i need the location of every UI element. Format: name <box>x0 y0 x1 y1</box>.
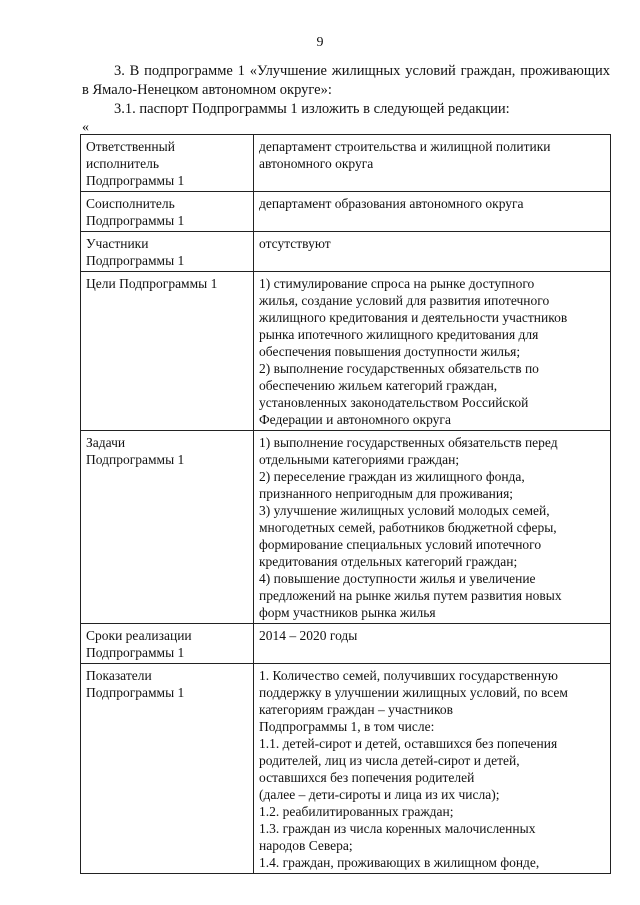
content-line: народов Севера; <box>259 838 353 853</box>
content-line: формирование специальных условий ипотечного <box>259 537 542 552</box>
passport-row-content <box>254 232 611 272</box>
passport-row-label <box>81 135 254 192</box>
content-line: 1. Количество семей, получивших государственную <box>259 668 558 683</box>
label-line: Подпрограммы 1 <box>86 173 185 188</box>
content-line: установленных законодательством Российской <box>259 395 529 410</box>
content-line: кредитования отдельных категорий граждан; <box>259 554 518 569</box>
passport-row-content <box>254 135 611 192</box>
content-line: 1.3. граждан из числа коренных малочисленных <box>259 821 536 836</box>
opening-quote-mark: « <box>82 120 89 135</box>
content-line: 2014 – 2020 годы <box>259 628 358 643</box>
passport-row-label <box>81 272 254 431</box>
label-line: Подпрограммы 1 <box>86 253 185 268</box>
passport-table-body <box>81 135 611 874</box>
passport-row <box>81 624 611 664</box>
passport-row-label <box>81 624 254 664</box>
passport-row-content <box>254 664 611 874</box>
passport-row <box>81 431 611 624</box>
content-line: родителей, лиц из числа детей-сирот и детей, <box>259 753 520 768</box>
content-line: многодетных семей, работников бюджетной сферы, <box>259 520 557 535</box>
content-line: отдельными категориями граждан; <box>259 452 460 467</box>
content-line: Подпрограммы 1, в том числе: <box>259 719 435 734</box>
passport-row-label <box>81 431 254 624</box>
content-line: департамент образования автономного округа <box>259 196 524 211</box>
content-line: форм участников рынка жилья <box>259 605 436 620</box>
content-line: 1.2. реабилитированных граждан; <box>259 804 454 819</box>
passport-row <box>81 272 611 431</box>
label-line: исполнитель <box>86 156 159 171</box>
content-line: 1.4. граждан, проживающих в жилищном фонде, <box>259 855 540 870</box>
passport-row-label <box>81 664 254 874</box>
content-line: отсутствуют <box>259 236 331 251</box>
content-line: жилья, создание условий для развития ипотечного <box>259 293 550 308</box>
content-line: 2) выполнение государственных обязательств по <box>259 361 539 376</box>
intro-paragraph-passport: 3.1. паспорт Подпрограммы 1 изложить в следующей редакции: <box>114 101 510 117</box>
passport-row-content <box>254 272 611 431</box>
content-line: категориям граждан – участников <box>259 702 454 717</box>
content-line: 1.1. детей-сирот и детей, оставшихся без попечения <box>259 736 558 751</box>
content-line: оставшихся без попечения родителей <box>259 770 475 785</box>
content-line: рынка ипотечного жилищного кредитования для <box>259 327 539 342</box>
label-line: Подпрограммы 1 <box>86 685 185 700</box>
label-line: Ответственный <box>86 139 175 154</box>
content-line: обеспечения повышения доступности жилья; <box>259 344 521 359</box>
content-line: 3) улучшение жилищных условий молодых семей, <box>259 503 550 518</box>
passport-row <box>81 192 611 232</box>
subprogram-passport-table <box>80 134 611 874</box>
passport-row-label <box>81 232 254 272</box>
content-line: 1) стимулирование спроса на рынке доступного <box>259 276 535 291</box>
content-line: департамент строительства и жилищной политики <box>259 139 551 154</box>
content-line: Федерации и автономного округа <box>259 412 451 427</box>
label-line: Подпрограммы 1 <box>86 452 185 467</box>
passport-row-label <box>81 192 254 232</box>
passport-row <box>81 232 611 272</box>
content-line: жилищного кредитования и деятельности участников <box>259 310 568 325</box>
passport-row-content <box>254 192 611 232</box>
passport-row <box>81 135 611 192</box>
label-line: Задачи <box>86 435 126 450</box>
content-line: 2) переселение граждан из жилищного фонда, <box>259 469 525 484</box>
intro-paragraph-amendment: 3. В подпрограмме 1 «Улучшение жилищных условий граждан, проживающих в Ямало-Ненецком автономном округе»: <box>82 63 610 98</box>
label-line: Соисполнитель <box>86 196 175 211</box>
content-line: признанного непригодным для проживания; <box>259 486 514 501</box>
label-line: Сроки реализации <box>86 628 192 643</box>
label-line: Участники <box>86 236 149 251</box>
label-line: Подпрограммы 1 <box>86 645 185 660</box>
content-line: 1) выполнение государственных обязательств перед <box>259 435 558 450</box>
content-line: поддержку в улучшении жилищных условий, по всем <box>259 685 568 700</box>
content-line: автономного округа <box>259 156 374 171</box>
passport-row <box>81 664 611 874</box>
content-line: (далее – дети-сироты и лица из их числа); <box>259 787 500 802</box>
label-line: Подпрограммы 1 <box>86 213 185 228</box>
passport-row-content <box>254 431 611 624</box>
label-line: Цели Подпрограммы 1 <box>86 276 218 291</box>
passport-row-content <box>254 624 611 664</box>
label-line: Показатели <box>86 668 152 683</box>
content-line: 4) повышение доступности жилья и увеличение <box>259 571 536 586</box>
page-number: 9 <box>316 35 324 50</box>
content-line: предложений на рынке жилья путем развития новых <box>259 588 562 603</box>
content-line: обеспечению жильем категорий граждан, <box>259 378 498 393</box>
